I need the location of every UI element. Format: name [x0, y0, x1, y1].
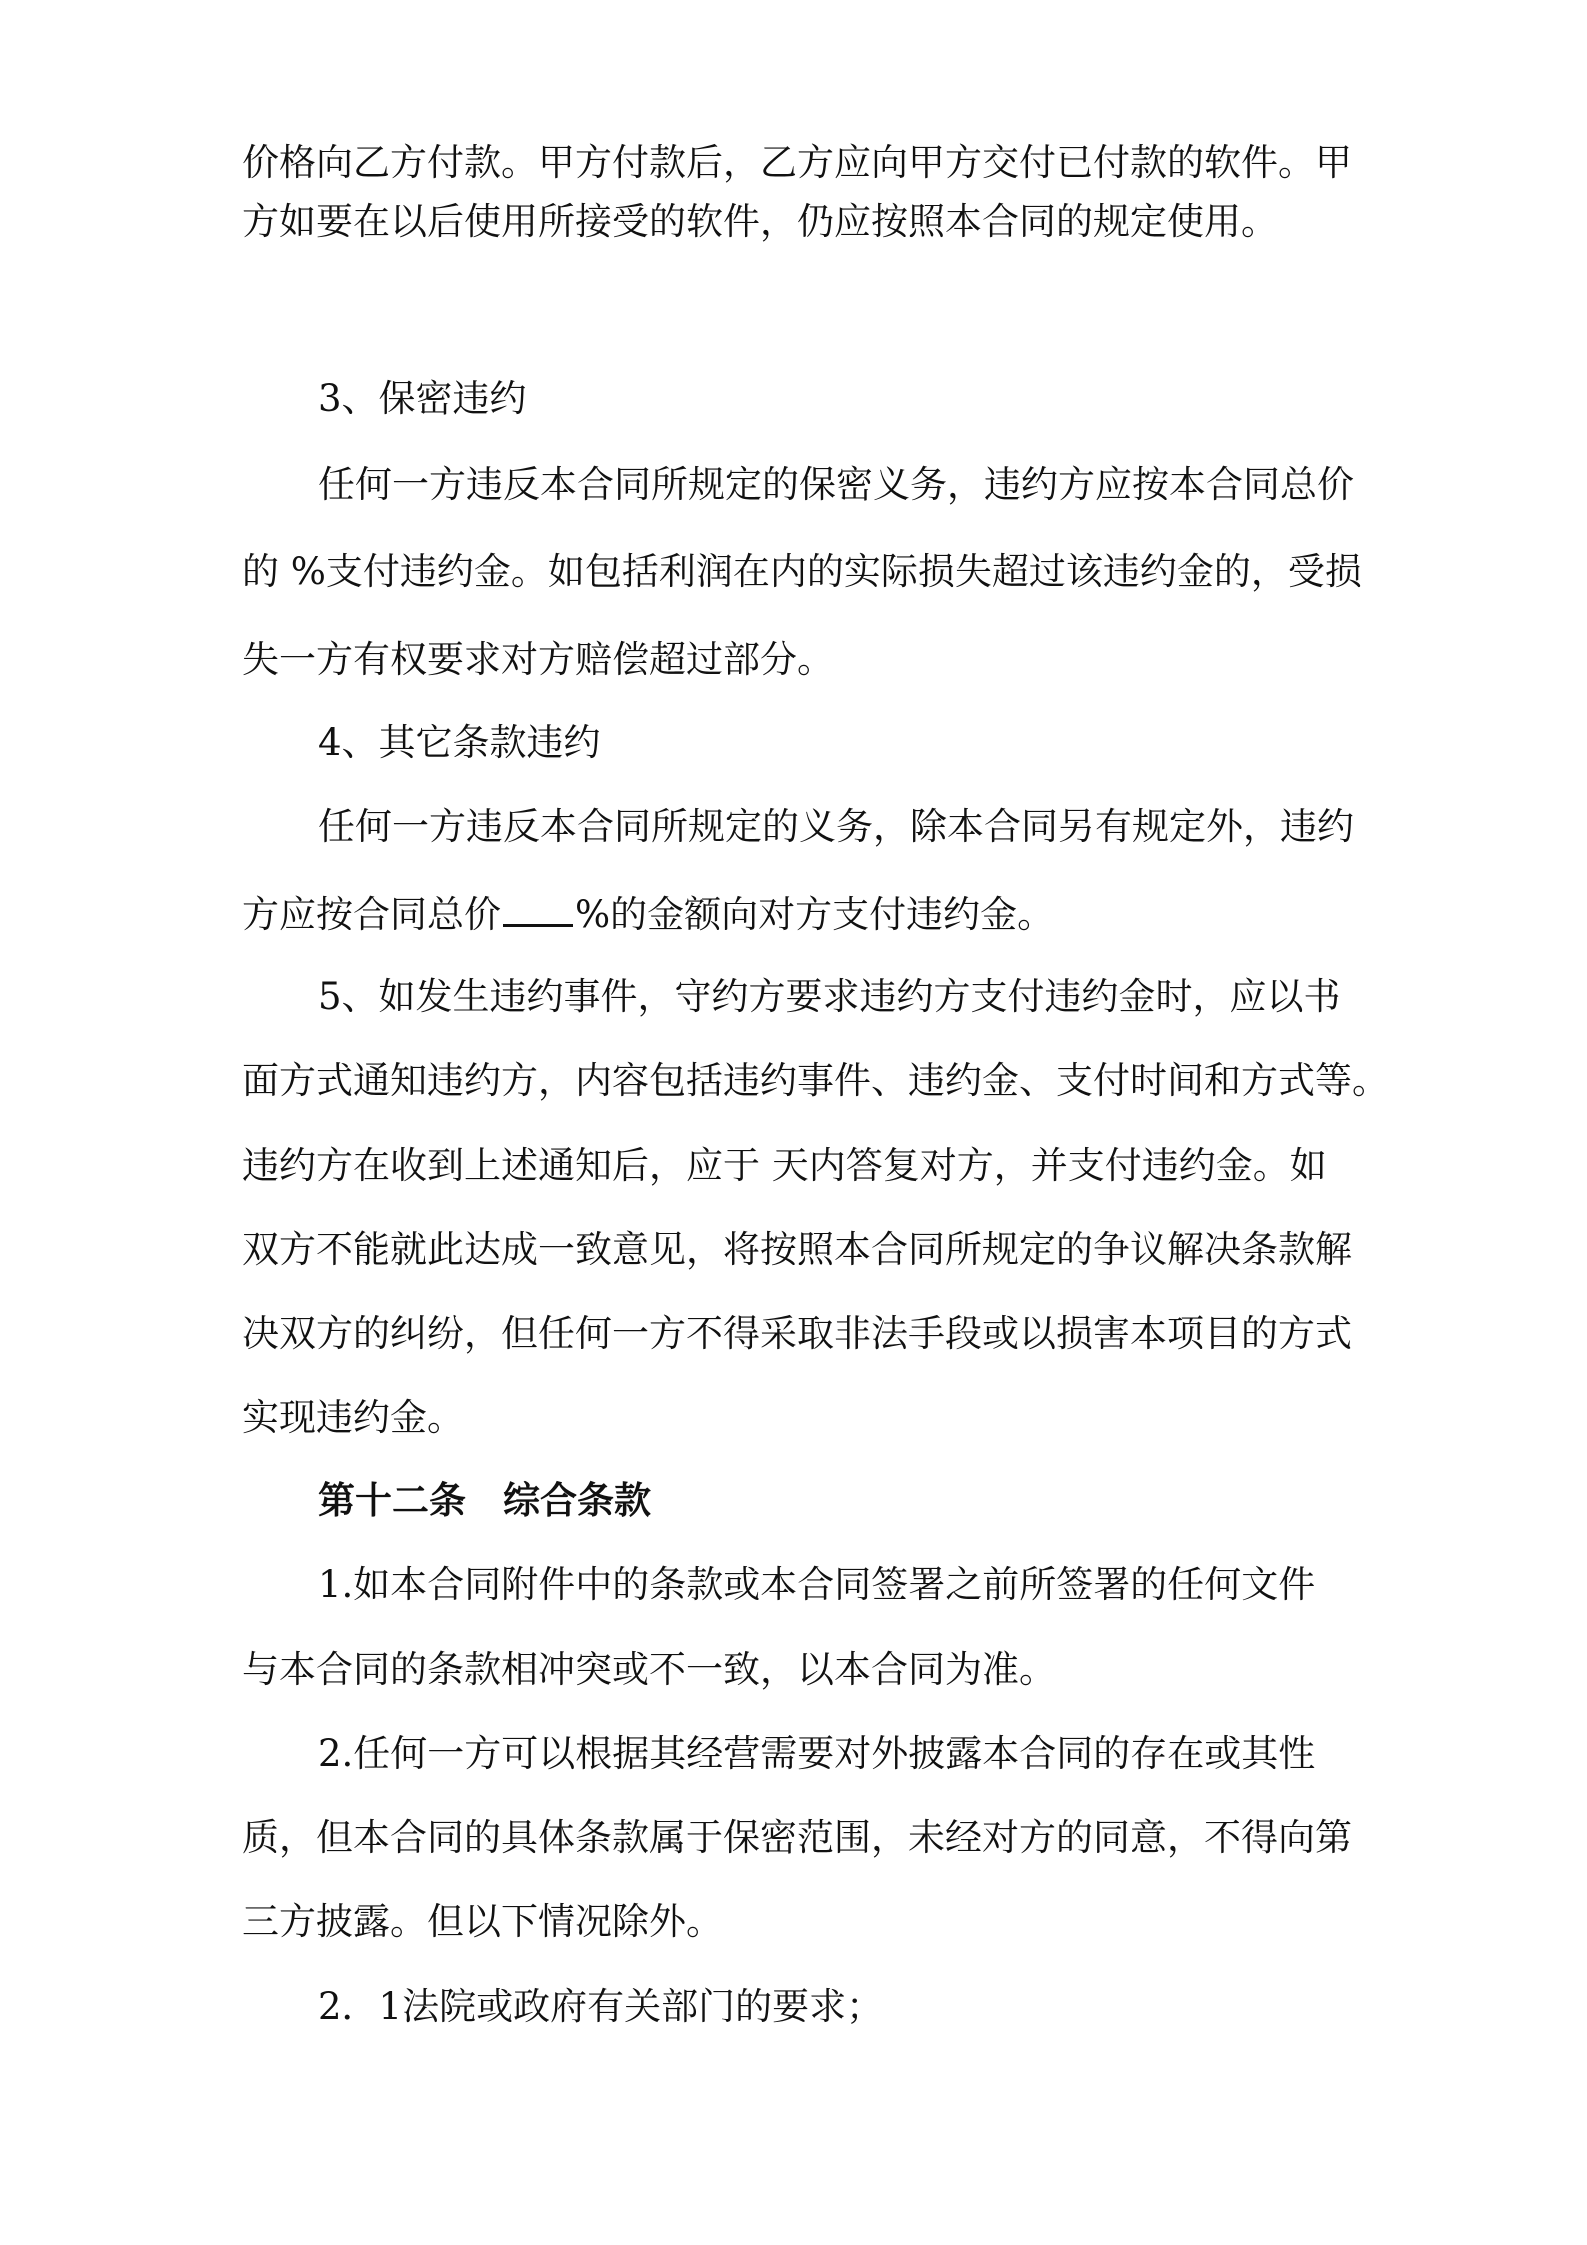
line-text-after-blank: %的金额向对方支付违约金。 — [575, 893, 1055, 936]
paragraph-line: 方如要在以后使用所接受的软件，仍应按照本合同的规定使用。 — [242, 200, 1278, 243]
paragraph-line: 的 %支付违约金。如包括利润在内的实际损失超过该违约金的，受损 — [242, 550, 1362, 593]
paragraph-line: 1.如本合同附件中的条款或本合同签署之前所签署的任何文件 — [318, 1563, 1316, 1606]
paragraph-line: 任何一方违反本合同所规定的义务，除本合同另有规定外，违约 — [318, 805, 1354, 848]
section-heading-confidentiality-breach: 3、保密违约 — [318, 377, 527, 420]
paragraph-line: 面方式通知违约方，内容包括违约事件、违约金、支付时间和方式等。 — [242, 1059, 1389, 1102]
line-text-before-blank: 方应按合同总价 — [242, 893, 501, 936]
paragraph-line: 三方披露。但以下情况除外。 — [242, 1900, 723, 1943]
paragraph-line-with-blank — [242, 888, 1362, 938]
paragraph-line: 任何一方违反本合同所规定的保密义务，违约方应按本合同总价 — [318, 463, 1354, 506]
paragraph-line: 质，但本合同的具体条款属于保密范围，未经对方的同意，不得向第 — [242, 1816, 1352, 1859]
paragraph-line: 与本合同的条款相冲突或不一致，以本合同为准。 — [242, 1648, 1056, 1691]
article-heading: 第十二条 综合条款 — [318, 1478, 651, 1522]
paragraph-line: 违约方在收到上述通知后，应于 天内答复对方，并支付违约金。如 — [242, 1144, 1327, 1187]
section-heading-other-breach: 4、其它条款违约 — [318, 721, 601, 764]
paragraph-line: 双方不能就此达成一致意见，将按照本合同所规定的争议解决条款解 — [242, 1228, 1352, 1271]
paragraph-line: 5、如发生违约事件，守约方要求违约方支付违约金时，应以书 — [318, 975, 1341, 1018]
fill-in-blank — [503, 888, 573, 927]
paragraph-line: 2．1法院或政府有关部门的要求； — [318, 1985, 884, 2028]
paragraph-line: 价格向乙方付款。甲方付款后，乙方应向甲方交付已付款的软件。甲 — [242, 141, 1352, 184]
paragraph-line: 失一方有权要求对方赔偿超过部分。 — [242, 638, 834, 681]
paragraph-line: 2.任何一方可以根据其经营需要对外披露本合同的存在或其性 — [318, 1732, 1316, 1775]
paragraph-line: 实现违约金。 — [242, 1396, 464, 1439]
paragraph-line: 决双方的纠纷，但任何一方不得采取非法手段或以损害本项目的方式 — [242, 1312, 1352, 1355]
